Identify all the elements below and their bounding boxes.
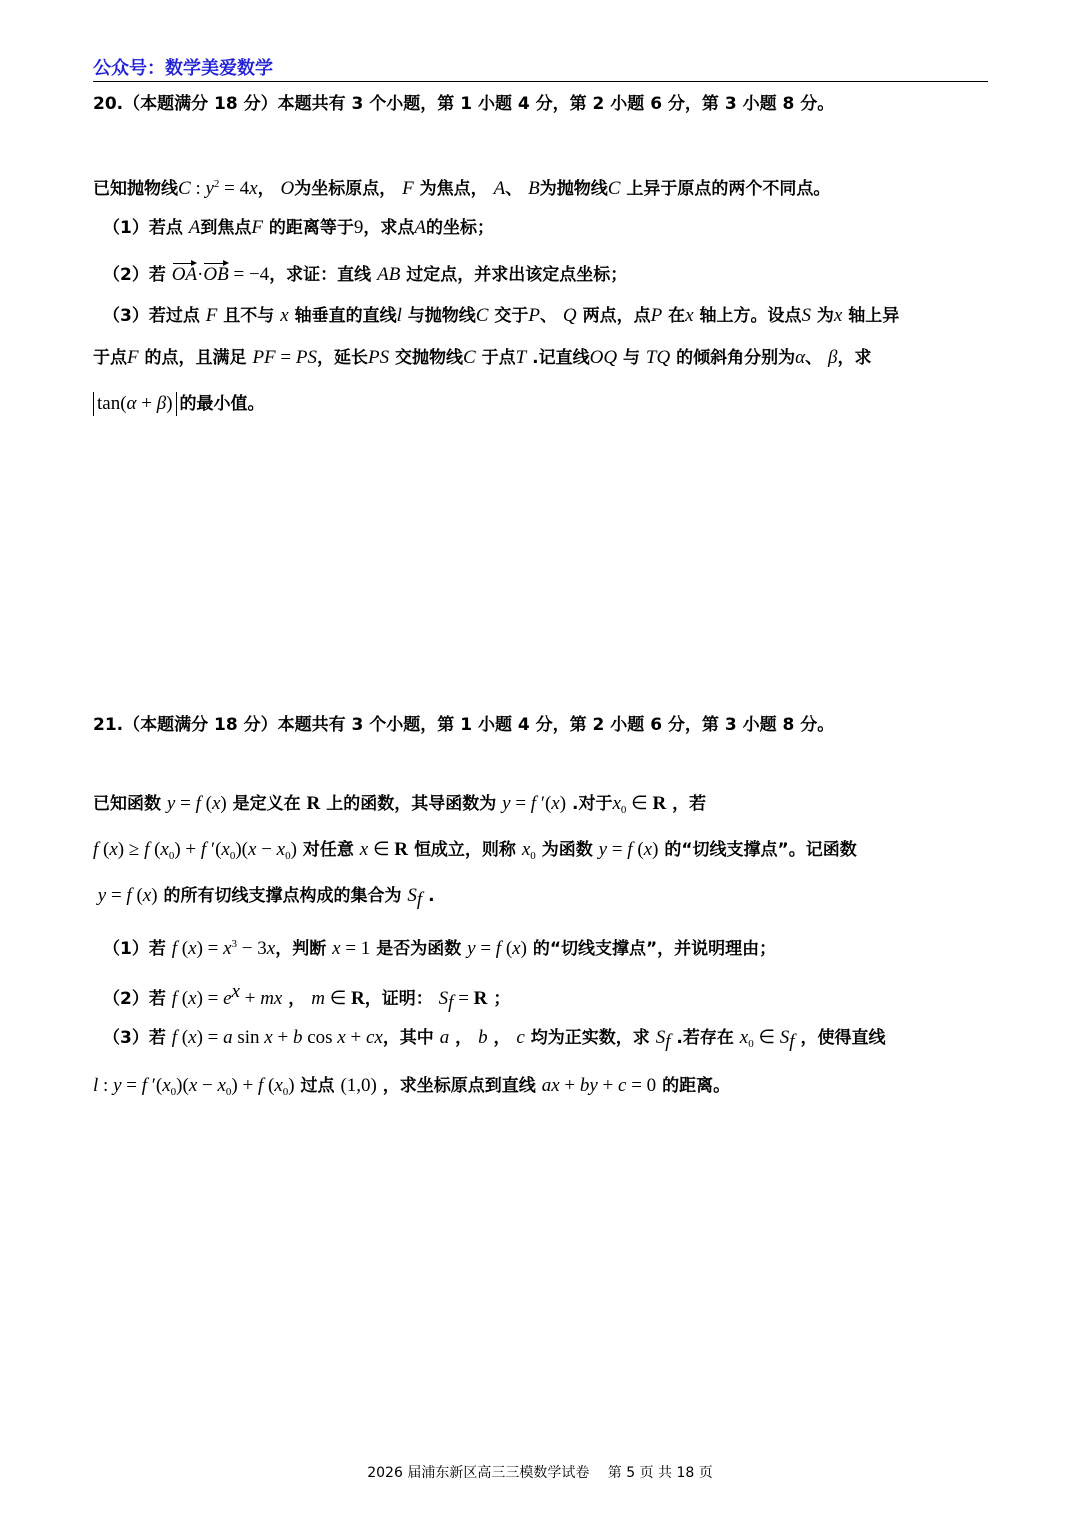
q20-part3-line3: tan(α + β) 的最小值。 <box>93 392 988 416</box>
q20-part1: （1）若点 A到焦点F 的距离等于9，求点A的坐标； <box>103 217 495 238</box>
q21-stem-line3: y = f (x) 的所有切线支撑点构成的集合为 $S_f$ . <box>97 885 435 910</box>
q20-part3-line2: 于点F 的点，且满足 PF = PS，延长PS 交抛物线C 于点T .记直线OQ 与 TQ 的倾斜角分别为α、 β，求 <box>93 347 872 368</box>
q21-title: 21.（本题满分 18 分）本题共有 3 个小题，第 1 小题 4 分，第 2 小题 6 分，第 3 小题 8 分。 <box>93 715 835 735</box>
q21-part2: （2）若 f $(x) = e^x$ + mx ， m ∈ R，证明： $S_f = R$ ； <box>103 981 511 1013</box>
account-header: 公众号：数学美爱数学 <box>93 58 273 79</box>
header-rule <box>93 81 988 82</box>
q21-stem-line1: 已知函数 y = f (x) 是定义在 R 上的函数，其导函数为 y = f ′(x) .对于$x_0$ ∈ R ，若 <box>93 793 707 816</box>
q20-title: 20.（本题满分 18 分）本题共有 3 个小题，第 1 小题 4 分，第 2 小题 6 分，第 3 小题 8 分。 <box>93 94 835 114</box>
page-footer: 2026 届浦东新区高三三模数学试卷 第 5 页 共 18 页 <box>367 1465 713 1481</box>
q21-part3-line1: （3）若 f (x) = a sin x + b cos x + cx，其中 a ， b ， c 均为正实数，求 $S_f$ .若存在 $x_0$ ∈ $S_f$ ，使得直线 <box>103 1027 886 1052</box>
q21-part1: （1）若 f $(x) = x^3 - 3x$，判断 x = 1 是否为函数 y = f (x) 的“切线支撑点”，并说明理由； <box>103 938 777 959</box>
q20-stem: 已知抛物线C : $y^2 = 4x$， O为坐标原点， F 为焦点， A、 B为抛物线C 上异于原点的两个不同点。 <box>93 178 831 199</box>
q21-stem-line2: f (x) ≥ f $(x_0) + f$ $'(x_0)(x - x_0)$ 对任意 x ∈ R 恒成立，则称 $x_0$ 为函数 y = f (x) 的“切线支撑点”。记函数 <box>93 839 857 862</box>
q21-part3-line2: l : y = f $'(x_0)(x - x_0) + f$ $(x_0)$ 过点 (1,0) ，求坐标原点到直线 ax + by + c = 0 的距离。 <box>93 1075 731 1098</box>
q20-part2: （2）若 OA·OB = −4，求证：直线 AB 过定点，并求出该定点坐标； <box>103 260 988 287</box>
q20-part3-line1: （3）若过点 F 且不与 x 轴垂直的直线l 与抛物线C 交于P、 Q 两点，点P 在x 轴上方。设点S 为x 轴上异 <box>103 305 900 326</box>
